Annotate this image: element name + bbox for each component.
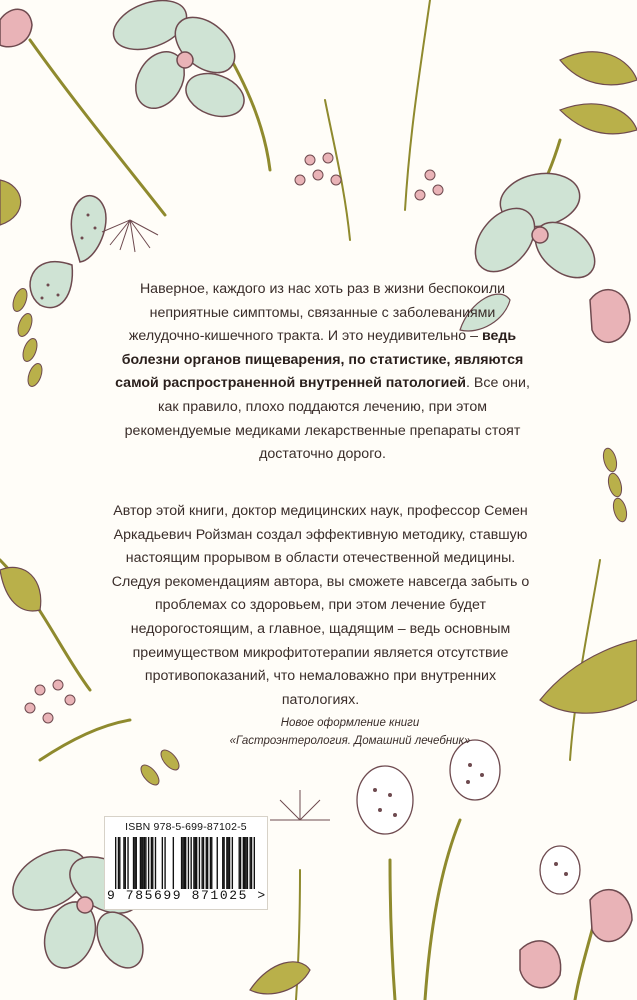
barcode-bar [211, 837, 212, 889]
barcode-bar [155, 837, 156, 889]
barcode-bar [162, 837, 163, 889]
barcode-bar [207, 837, 208, 889]
edition-note-line-1: Новое оформление книги [280, 717, 420, 729]
barcode-bar [203, 837, 204, 889]
barcode-bar [141, 837, 142, 889]
barcode-image [115, 837, 255, 889]
barcode-bar [152, 837, 153, 889]
para1-text-a: Наверное, каждого из нас хоть раз в жизни беспокоили неприятные симптомы, связанные с заболеваниями желудочно-кишечного тракта. И это неудивительно – [128, 281, 506, 345]
edition-note-line-2: «Гастроэнтерология. Домашний лечебник» [229, 735, 471, 747]
barcode-bar [232, 837, 233, 889]
barcode-bar [127, 837, 128, 889]
para1-text-b: . Все они, как правило, плохо поддаются лечению, при этом рекомендуемые медиками лекарственные препараты стоят достаточно дорого. [124, 375, 530, 463]
barcode-bar [190, 837, 191, 889]
barcode-bar [239, 837, 240, 889]
barcode-block [104, 816, 268, 910]
barcode-bar [195, 837, 196, 889]
flower-icon [0, 9, 632, 987]
barcode-bar [251, 837, 252, 889]
barcode-bar [244, 837, 245, 889]
barcode-bar [125, 837, 126, 889]
butterfly-icon [30, 196, 106, 308]
barcode-bar [148, 837, 149, 889]
para1-bold-text: ведь болезни органов пищеварения, по статистике, являются самой распространенной внутренней патологией [115, 328, 524, 392]
description-paragraph-2: Автор этой книги, доктор медицинских наук, профессор Семен Аркадьевич Ройзман создал эффективную методику, ставшую настоящим прорывом в области отечественной медицины. Следуя рекомендациям автора, вы сможете навсегда забыть о проблемах со здоровьем, при этом лечение будет недорогостоящим, а главное, щадящим – ведь основным преимуществом микрофитотерапии является отсутствие противопоказаний, что немаловажно при внутренних патологиях. [111, 503, 530, 708]
barcode-bar [247, 837, 248, 889]
barcode-bar [245, 837, 246, 889]
description-paragraph-1 [115, 278, 530, 467]
barcode-bar [222, 837, 223, 889]
barcode-bar [228, 837, 229, 889]
barcode-digits: 9 785699 871025 > [107, 888, 267, 903]
barcode-bar [182, 837, 183, 889]
barcode-bar [181, 837, 182, 889]
barcode-bar [184, 837, 185, 889]
barcode-bar [193, 837, 194, 889]
barcode-bar [115, 837, 116, 889]
barcode-bar [118, 837, 119, 889]
barcode-bar [185, 837, 186, 889]
barcode-bar [240, 837, 241, 889]
barcode-bar [217, 837, 218, 889]
barcode-bar [173, 837, 174, 889]
barcode-bar [223, 837, 224, 889]
barcode-bar [196, 837, 197, 889]
barcode-bar [119, 837, 120, 889]
flower-icon [107, 0, 250, 124]
barcode-bar [151, 837, 152, 889]
barcode-bar [210, 837, 211, 889]
barcode-bar [229, 837, 230, 889]
barcode-bar [133, 837, 134, 889]
barcode-bar [142, 837, 143, 889]
barcode-bar [199, 837, 200, 889]
barcode-bar [123, 837, 124, 889]
barcode-bar [188, 837, 189, 889]
barcode-bar [206, 837, 207, 889]
barcode-bar [134, 837, 135, 889]
barcode-bar [164, 837, 165, 889]
barcode-bar [243, 837, 244, 889]
barcode-bar [250, 837, 251, 889]
barcode-bar [144, 837, 145, 889]
barcode-bar [201, 837, 202, 889]
barcode-bar [226, 837, 227, 889]
barcode-bar [145, 837, 146, 889]
edition-note [200, 714, 500, 750]
barcode-bar [254, 837, 255, 889]
barcode-bar [136, 837, 137, 889]
isbn-label: ISBN 978-5-699-87102-5 [125, 821, 247, 833]
barcode-bar [140, 837, 141, 889]
